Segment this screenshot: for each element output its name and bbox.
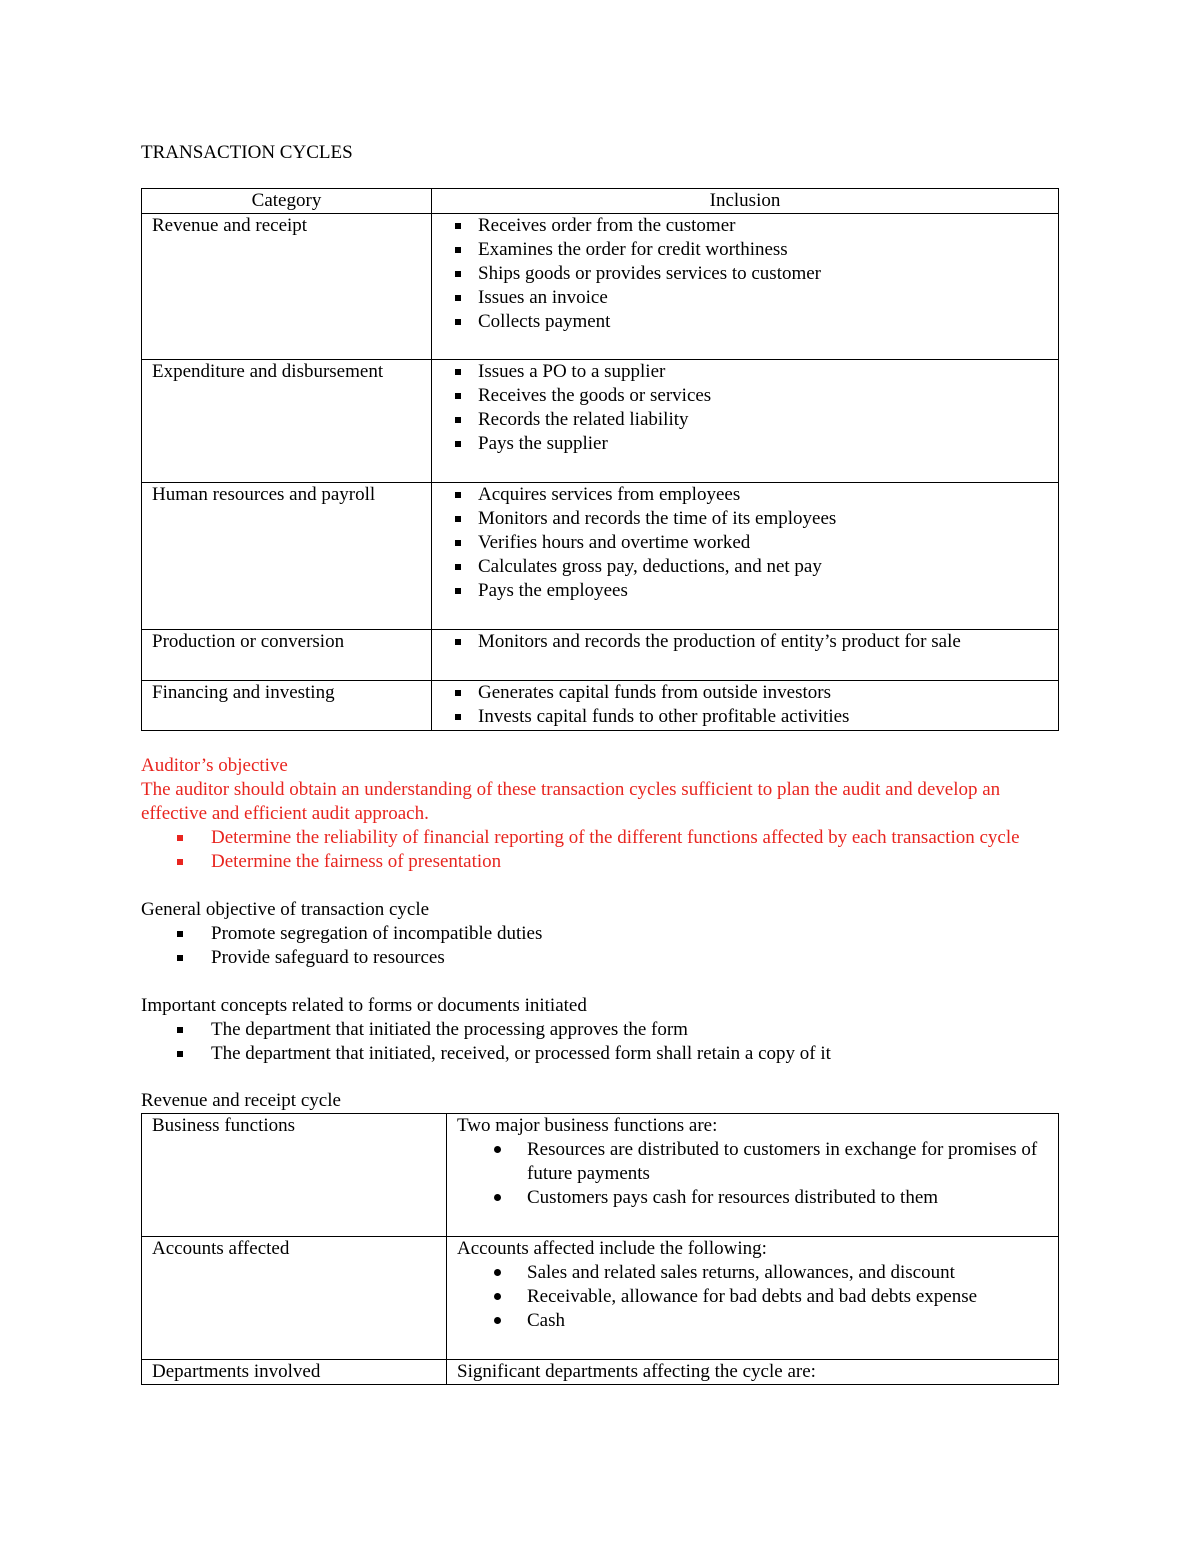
category-cell: Human resources and payroll — [142, 483, 432, 630]
list-item: Receives order from the customer — [442, 214, 1048, 238]
table-row — [142, 360, 1059, 483]
list-item: Monitors and records the production of entity’s product for sale — [442, 630, 1048, 654]
list-item: Issues an invoice — [442, 286, 1048, 310]
table-row — [142, 1237, 1059, 1360]
cell-intro: Two major business functions are: — [457, 1115, 718, 1136]
list-item: Customers pays cash for resources distributed to them — [457, 1186, 1048, 1210]
section-heading: Important concepts related to forms or documents initiated — [141, 995, 587, 1016]
list-item: Promote segregation of incompatible duties — [141, 922, 1059, 946]
list-item: Sales and related sales returns, allowances, and discount — [457, 1261, 1048, 1285]
list-item: Generates capital funds from outside investors — [442, 681, 1048, 705]
important-concepts-section — [141, 994, 1059, 1066]
list-item: Receivable, allowance for bad debts and bad debts expense — [457, 1285, 1048, 1309]
list-item: Acquires services from employees — [442, 483, 1048, 507]
row-content-cell — [447, 1237, 1059, 1360]
list-item: Collects payment — [442, 310, 1048, 334]
category-cell: Revenue and receipt — [142, 214, 432, 360]
row-label-cell: Business functions — [142, 1114, 447, 1237]
section-paragraph: The auditor should obtain an understanding of these transaction cycles sufficient to plan the audit and develop an effective and efficient audit approach. — [141, 779, 1001, 824]
list-item: Monitors and records the time of its employees — [442, 507, 1048, 531]
list-item: Examines the order for credit worthiness — [442, 238, 1048, 262]
table-header-row — [142, 189, 1059, 214]
list-item: Pays the supplier — [442, 432, 1048, 456]
cell-intro: Accounts affected include the following: — [457, 1238, 767, 1259]
list-item: Invests capital funds to other profitable activities — [442, 705, 1048, 729]
table-row — [142, 681, 1059, 731]
list-item: Receives the goods or services — [442, 384, 1048, 408]
row-label-cell: Departments involved — [142, 1360, 447, 1385]
document-page — [141, 141, 1059, 1385]
general-objective-list — [141, 922, 1059, 970]
revenue-cycle-section — [141, 1089, 1059, 1385]
category-cell: Expenditure and disbursement — [142, 360, 432, 483]
list-item: Determine the reliability of financial reporting of the different functions affected by each transaction cycle — [141, 826, 1059, 850]
auditor-objective-section — [141, 754, 1059, 874]
table-row — [142, 483, 1059, 630]
section-heading: Auditor’s objective — [141, 755, 288, 776]
row-content-cell — [447, 1360, 1059, 1385]
row-content-cell — [447, 1114, 1059, 1237]
list-item: Verifies hours and overtime worked — [442, 531, 1048, 555]
list-item: Issues a PO to a supplier — [442, 360, 1048, 384]
list-item: The department that initiated the processing approves the form — [141, 1018, 1059, 1042]
table-row — [142, 1360, 1059, 1385]
transaction-cycles-table — [141, 188, 1059, 731]
inclusion-cell — [432, 214, 1059, 360]
list-item: Cash — [457, 1309, 1048, 1333]
objective-list — [141, 826, 1059, 874]
list-item: Determine the fairness of presentation — [141, 850, 1059, 874]
row-label-cell: Accounts affected — [142, 1237, 447, 1360]
category-cell: Financing and investing — [142, 681, 432, 731]
list-item: Pays the employees — [442, 579, 1048, 603]
table-row — [142, 214, 1059, 360]
list-item: Ships goods or provides services to customer — [442, 262, 1048, 286]
inclusion-cell — [432, 360, 1059, 483]
general-objective-section — [141, 898, 1059, 970]
inclusion-cell — [432, 630, 1059, 681]
document-title: TRANSACTION CYCLES — [141, 142, 353, 163]
section-heading: General objective of transaction cycle — [141, 899, 430, 920]
inclusion-cell — [432, 483, 1059, 630]
section-heading: Revenue and receipt cycle — [141, 1090, 341, 1111]
column-header-inclusion: Inclusion — [432, 189, 1059, 214]
important-concepts-list — [141, 1018, 1059, 1066]
table-row — [142, 1114, 1059, 1237]
list-item: Calculates gross pay, deductions, and net pay — [442, 555, 1048, 579]
category-cell: Production or conversion — [142, 630, 432, 681]
table-row — [142, 630, 1059, 681]
revenue-cycle-table — [141, 1113, 1059, 1385]
list-item: Resources are distributed to customers in exchange for promises of future payments — [457, 1138, 1048, 1186]
list-item: Records the related liability — [442, 408, 1048, 432]
list-item: The department that initiated, received, or processed form shall retain a copy of it — [141, 1042, 1059, 1066]
column-header-category: Category — [142, 189, 432, 214]
inclusion-cell — [432, 681, 1059, 731]
cell-intro: Significant departments affecting the cycle are: — [457, 1361, 816, 1382]
list-item: Provide safeguard to resources — [141, 946, 1059, 970]
